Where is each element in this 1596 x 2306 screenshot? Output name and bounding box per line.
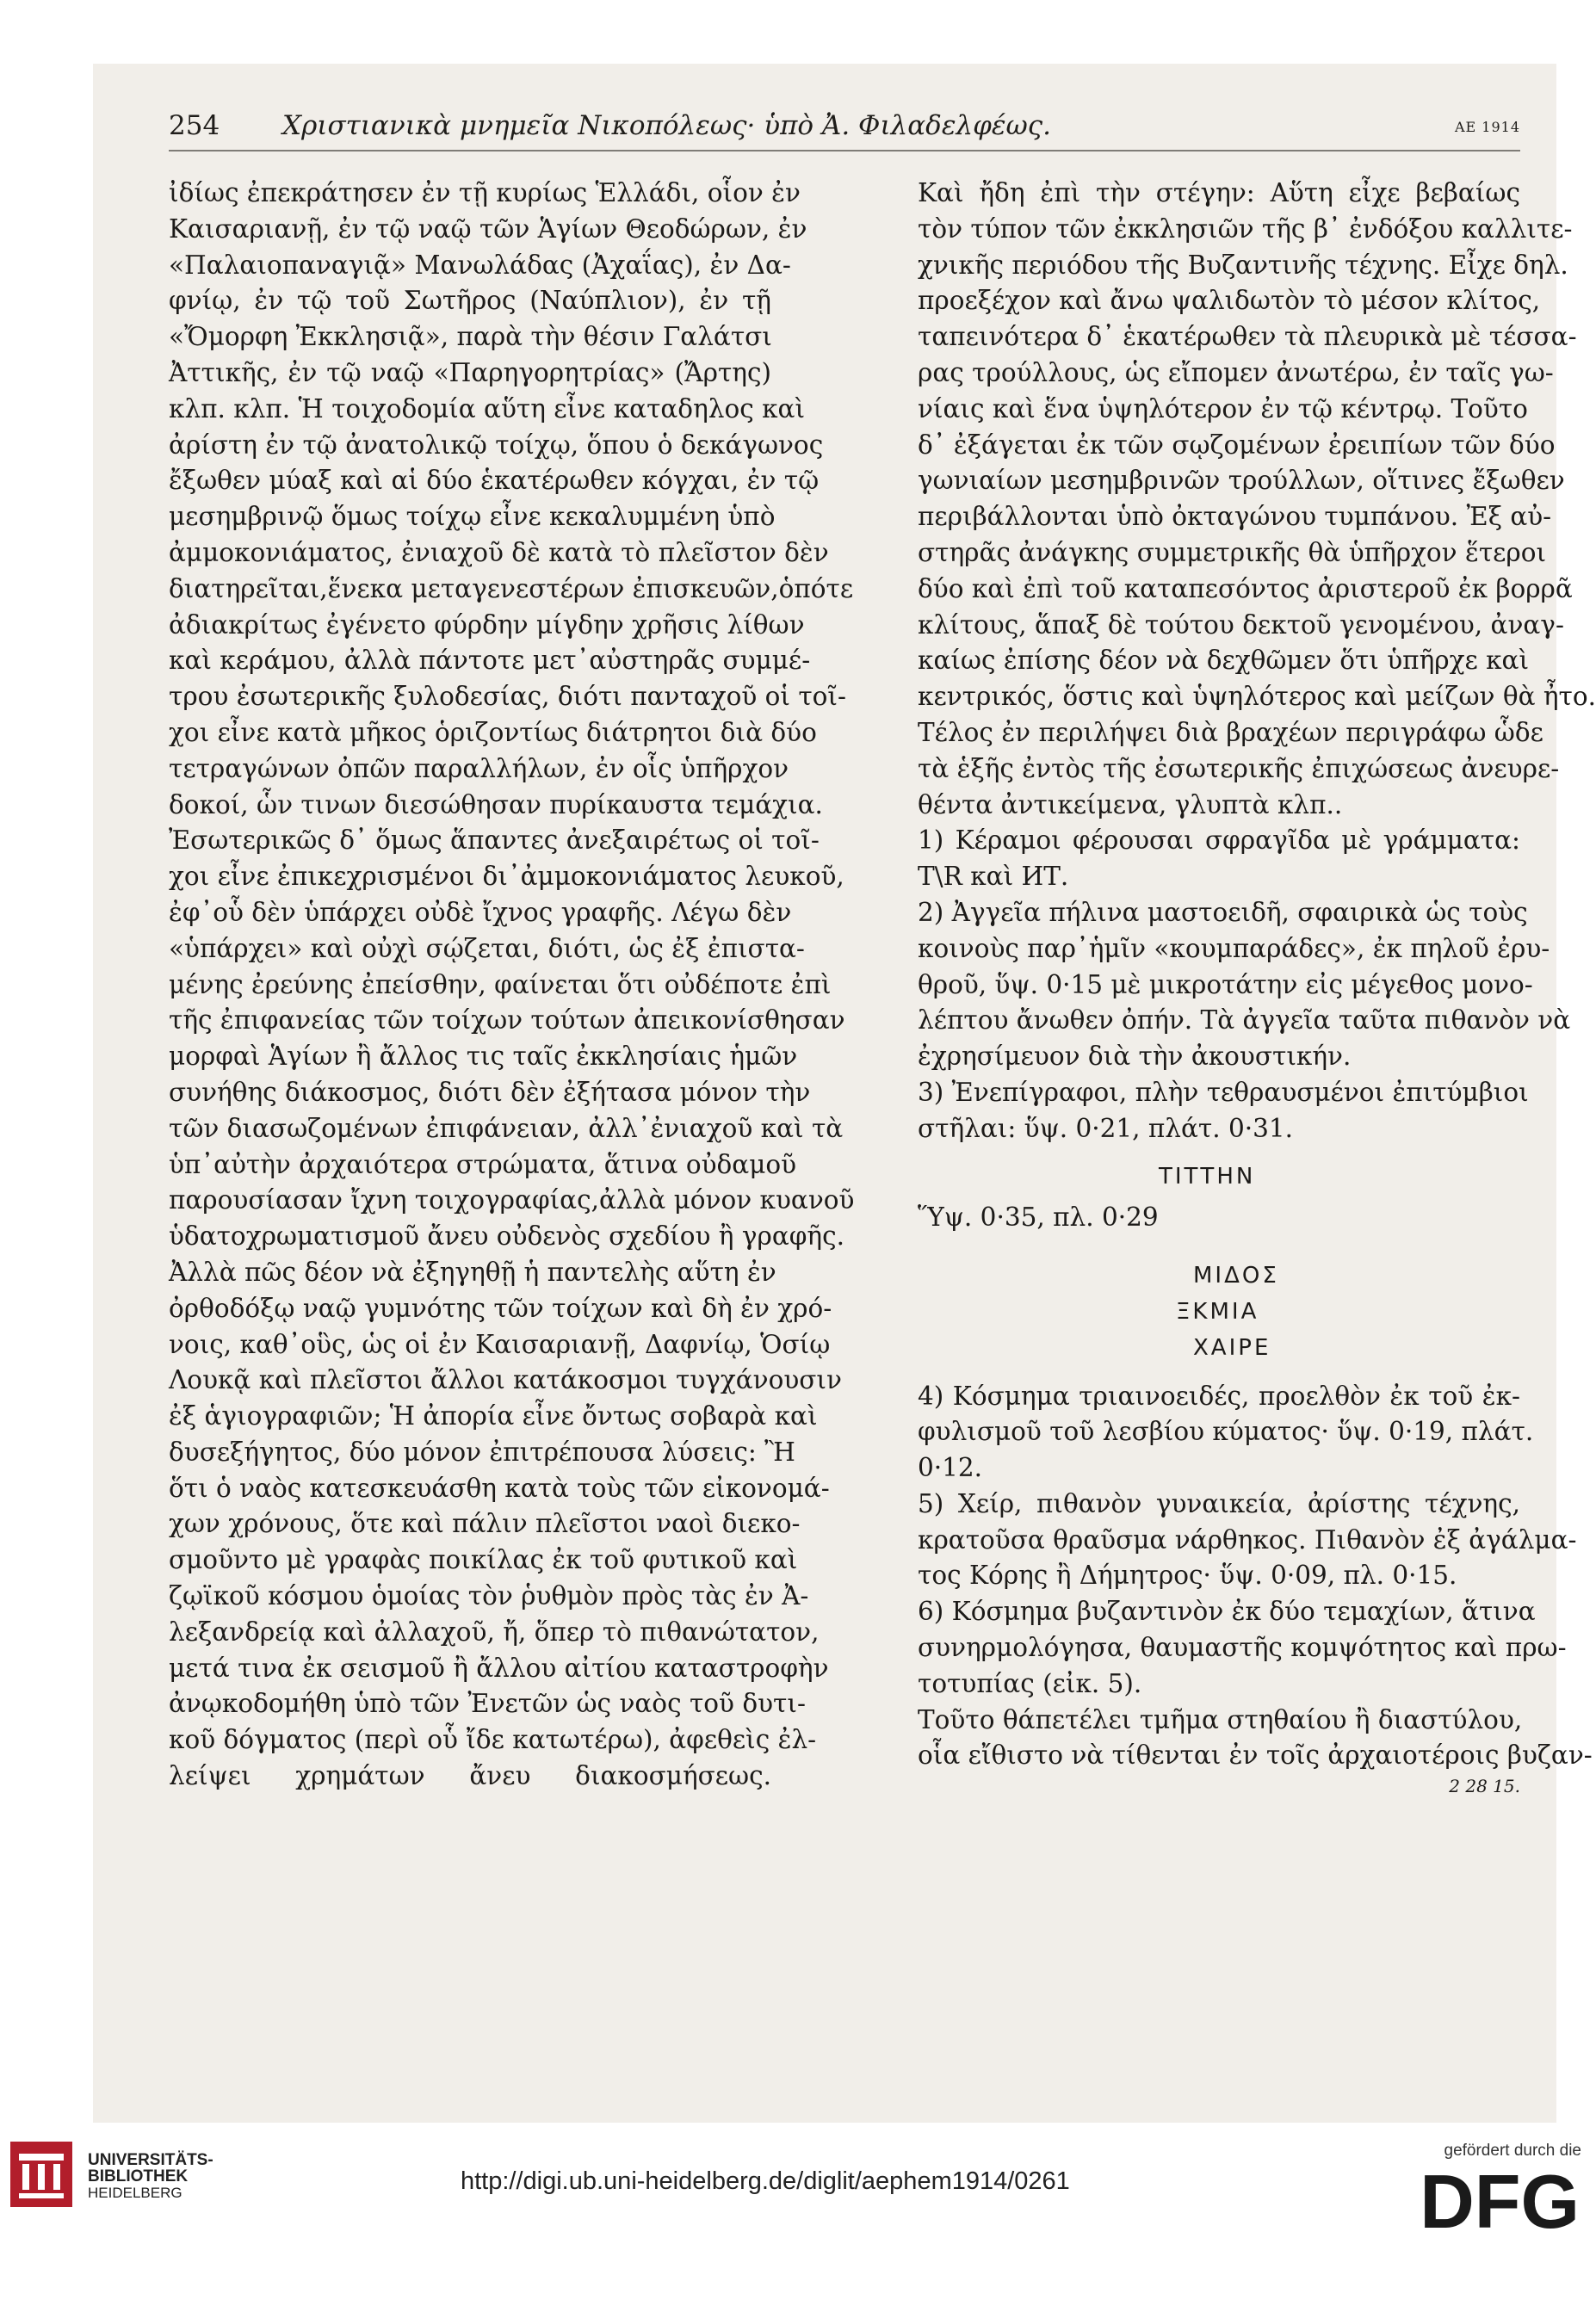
text-line: οἷα εἴθιστο νὰ τίθενται ἐν τοῖς ἀρχαιοτέροις βυζαν- bbox=[918, 1740, 1593, 1771]
text-line: κλίτους, ἅπαξ δὲ τούτου δεκτοῦ γενομένου, ἀναγ- bbox=[918, 609, 1564, 640]
text-line: νοις, καθ᾿οὓς, ὡς οἱ ἐν Καισαριανῇ, Δαφνίῳ, Ὁσίῳ bbox=[169, 1329, 831, 1359]
text-line: καὶ κεράμου, ἀλλὰ πάντοτε μετ᾿αὐστηρᾶς συμμέ- bbox=[169, 646, 811, 676]
text-line: ρας τρούλλους, ὡς εἴπομεν ἀνωτέρω, ἐν ταῖς γω- bbox=[918, 357, 1554, 387]
text-line: προεξέχον καὶ ἄνω ψαλιδωτὸν τὸ μέσον κλίτος, bbox=[918, 286, 1541, 316]
text-line: 5) Χείρ, πιθανὸν γυναικεία, ἀρίστης τέχνης, bbox=[918, 1488, 1520, 1518]
text-line: κλπ. κλπ. Ἡ τοιχοδομία αὕτη εἶνε καταδηλος καὶ bbox=[169, 393, 806, 423]
text-line: μεσημβρινῷ ὅμως τοίχῳ εἶνε κεκαλυμμένη ὑπὸ bbox=[169, 502, 776, 532]
right-text-column bbox=[918, 176, 1596, 1997]
text-line: συνήθης διάκοσμος, διότι δὲν ἐξήτασα μόνον τὴν bbox=[169, 1077, 811, 1107]
text-line: «Ὄμορφη Ἐκκλησιᾷ», παρὰ τὴν θέσιν Γαλάτσι bbox=[169, 322, 772, 352]
text-line: Ἀλλὰ πῶς δέον νὰ ἐξηγηθῇ ἡ παντελὴς αὕτη ἐν bbox=[169, 1257, 776, 1287]
text-line: θέντα ἀντικείμενα, γλυπτὰ κλπ.. bbox=[918, 789, 1343, 819]
text-line: ὑδατοχρωματισμοῦ ἄνευ οὐδενὸς σχεδίου ἢ γραφῆς. bbox=[169, 1221, 844, 1252]
text-line: ἀρίστη ἐν τῷ ἀνατολικῷ τοίχῳ, ὅπου ὁ δεκάγωνος bbox=[169, 430, 824, 460]
text-line: μετά τινα ἐκ σεισμοῦ ἢ ἄλλου αἰτίου καταστροφὴν bbox=[169, 1653, 829, 1683]
inscription-dimensions: Ὕψ. 0·35, πλ. 0·29 bbox=[918, 1202, 1159, 1233]
journal-mark: ΑΕ 1914 bbox=[1454, 119, 1520, 135]
text-line: μορφαὶ Ἁγίων ἢ ἄλλος τις ταῖς ἐκκλησίαις ἡμῶν bbox=[169, 1042, 798, 1072]
digitization-footer bbox=[0, 2123, 1595, 2306]
text-line: ταπεινότερα δ᾿ ἑκατέρωθεν τὰ πλευρικὰ μὲ τέσσα- bbox=[918, 322, 1577, 352]
text-line: Ἐσωτερικῶς δ᾿ ὅμως ἅπαντες ἀνεξαιρέτως οἱ τοῖ- bbox=[169, 825, 820, 856]
text-line: δ᾿ ἐξάγεται ἐκ τῶν σῳζομένων ἐρειπίων τῶν δύο bbox=[918, 430, 1556, 460]
text-line: ἐξ ἁγιογραφιῶν; Ἡ ἀπορία εἶνε ὄντως σοβαρὰ καὶ bbox=[169, 1401, 818, 1431]
right-column-text-b bbox=[918, 1379, 1593, 1775]
text-line: 1) Κέραμοι φέρουσαι σφραγῖδα μὲ γράμματα: bbox=[918, 825, 1520, 856]
text-line: ὀρθοδόξῳ ναῷ γυμνότης τῶν τοίχων καὶ δὴ ἐν χρό- bbox=[169, 1293, 832, 1323]
text-line: Καὶ ἤδη ἐπὶ τὴν στέγην: Αὕτη εἶχε βεβαίως bbox=[918, 178, 1520, 207]
text-line: θροῦ, ὕψ. 0·15 μὲ μικροτάτην εἰς μέγεθος μονο- bbox=[918, 969, 1533, 999]
university-library-name bbox=[88, 2152, 213, 2201]
text-line: κοινοὺς παρ᾿ἡμῖν «κουμπαράδες», ἐκ πηλοῦ ἐρυ- bbox=[918, 933, 1550, 963]
inscription-1: ΤΙΤΤΗΝ bbox=[1159, 1163, 1256, 1190]
text-line: ἐφ᾿οὗ δὲν ὑπάρχει οὐδὲ ἴχνος γραφῆς. Λέγω δὲν bbox=[169, 897, 792, 927]
text-line: νίαις καὶ ἕνα ὑψηλότερον ἐν τῷ κέντρῳ. Τοῦτο bbox=[918, 393, 1528, 423]
text-line: Τ\R καὶ ИΤ. bbox=[918, 862, 1069, 892]
text-line: λεξανδρείᾳ καὶ ἀλλαχοῦ, ἤ, ὅπερ τὸ πιθανώτατον, bbox=[169, 1617, 820, 1647]
text-line: λείψει χρημάτων ἄνευ διακοσμήσεως. bbox=[169, 1761, 771, 1791]
text-line: κεντρικός, ὅστις καὶ ὑψηλότερος καὶ μείζων θὰ ἦτο. bbox=[918, 682, 1596, 712]
text-line: τὰ ἑξῆς ἐντὸς τῆς ἐσωτερικῆς ἐπιχώσεως ἀνευρε- bbox=[918, 753, 1560, 783]
text-line: ἀνῳκοδομήθη ὑπὸ τῶν Ἐνετῶν ὡς ναὸς τοῦ δυτι- bbox=[169, 1689, 806, 1719]
text-line: γωνιαίων μεσημβρινῶν τρούλλων, οἵτινες ἔξωθεν bbox=[918, 466, 1565, 496]
text-line: ἔξωθεν μύαξ καὶ αἱ δύο ἑκατέρωθεν κόγχαι, ἐν τῷ bbox=[169, 466, 820, 496]
text-line: 4) Κόσμημα τριαινοειδές, προελθὸν ἐκ τοῦ ἐκ- bbox=[918, 1381, 1520, 1411]
text-line: χοι εἶνε κατὰ μῆκος ὁριζοντίως διάτρητοι διὰ δύο bbox=[169, 717, 817, 747]
library-name-line: UNIVERSITÄTS- bbox=[88, 2151, 213, 2169]
text-line: χων χρόνους, ὅτε καὶ πάλιν πλεῖστοι ναοὶ διεκο- bbox=[169, 1509, 801, 1539]
text-line: περιβάλλονται ὑπὸ ὀκταγώνου τυμπάνου. Ἐξ αὐ- bbox=[918, 502, 1552, 532]
text-line: χνικῆς περιόδου τῆς Βυζαντινῆς τέχνης. Εἶχε δηλ. bbox=[918, 250, 1568, 280]
text-line: συνηρμολόγησα, θαυμαστῆς κομψότητος καὶ πρω- bbox=[918, 1633, 1567, 1663]
text-line: ἐχρησίμευον διὰ τὴν ἀκουστικήν. bbox=[918, 1042, 1352, 1072]
text-line: τὸν τύπον τῶν ἐκκλησιῶν τῆς β᾿ ἐνδόξου καλλιτε- bbox=[918, 213, 1573, 244]
text-line: Τέλος ἐν περιλήψει διὰ βραχέων περιγράφω ὧδε bbox=[918, 717, 1543, 747]
left-text-column bbox=[169, 176, 855, 1997]
text-line: 6) Κόσμημα βυζαντινὸν ἐκ δύο τεμαχίων, ἅτινα bbox=[918, 1597, 1536, 1627]
sponsor-text: gefördert durch die bbox=[1444, 2142, 1581, 2160]
source-url-link[interactable]: http://digi.ub.uni-heidelberg.de/diglit/aephem1914/0261 bbox=[461, 2167, 1070, 2195]
right-column-text-a bbox=[918, 176, 1596, 1147]
page-signature: 2 28 15. bbox=[1449, 1776, 1520, 1797]
text-line: μένης ἐρεύνης ἐπείσθην, φαίνεται ὅτι οὐδέποτε ἐπὶ bbox=[169, 969, 832, 999]
page-number: 254 bbox=[169, 110, 220, 141]
text-line: φυλισμοῦ τοῦ λεσβίου κύματος· ὕψ. 0·19, πλάτ. bbox=[918, 1417, 1534, 1447]
text-line: ἰδίως ἐπεκράτησεν ἐν τῇ κυρίως Ἑλλάδι, οἷον ἐν bbox=[169, 178, 801, 207]
text-line: Καισαριανῇ, ἐν τῷ ναῷ τῶν Ἁγίων Θεοδώρων, ἐν bbox=[169, 213, 807, 244]
text-line: στηρᾶς ἀνάγκης συμμετρικῆς θὰ ὑπῆρχον ἕτεροι bbox=[918, 537, 1547, 567]
running-title: Χριστιανικὰ μνημεῖα Νικοπόλεως· ὑπὸ Ἀ. Φιλαδελφέως. bbox=[282, 110, 1051, 141]
text-line: χοι εἶνε ἐπικεχρισμένοι δι᾿ἀμμοκονιάματος λευκοῦ, bbox=[169, 862, 844, 892]
text-line: στῆλαι: ὕψ. 0·21, πλάτ. 0·31. bbox=[918, 1113, 1294, 1143]
text-line: λέπτου ἄνωθεν ὀπήν. Τὰ ἀγγεῖα ταῦτα πιθανὸν νὰ bbox=[918, 1005, 1571, 1036]
university-library-logo-icon bbox=[10, 2142, 72, 2207]
library-name-line: HEIDELBERG bbox=[88, 2185, 182, 2201]
text-line: 3) Ἐνεπίγραφοι, πλὴν τεθραυσμένοι ἐπιτύμβιοι bbox=[918, 1077, 1529, 1107]
text-line: Ἀττικῆς, ἐν τῷ ναῷ «Παρηγορητρίας» (Ἄρτης) bbox=[169, 357, 771, 387]
text-line: δυσεξήγητος, δύο μόνον ἐπιτρέπουσα λύσεις: Ἢ bbox=[169, 1437, 795, 1467]
inscription-2-line: ΜΙΔΟΣ bbox=[1193, 1263, 1279, 1289]
text-line: τῶν διασωζομένων ἐπιφάνειαν, ἀλλ᾿ἐνιαχοῦ καὶ τὰ bbox=[169, 1113, 844, 1143]
text-line: παρουσίασαν ἴχνη τοιχογραφίας,ἀλλὰ μόνον κυανοῦ bbox=[169, 1185, 855, 1215]
text-line: ἀμμοκονιάματος, ἐνιαχοῦ δὲ κατὰ τὸ πλεῖστον δὲν bbox=[169, 537, 829, 567]
text-line: ὑπ᾿αὐτὴν ἀρχαιότερα στρώματα, ἅτινα οὐδαμοῦ bbox=[169, 1149, 797, 1179]
text-line: τοτυπίας (εἰκ. 5). bbox=[918, 1668, 1142, 1698]
text-line: τος Κόρης ἢ Δήμητρος· ὕψ. 0·09, πλ. 0·15. bbox=[918, 1561, 1457, 1591]
text-line: Τοῦτο θάπετέλει τμῆμα στηθαίου ἢ διαστύλου, bbox=[918, 1704, 1523, 1734]
text-line: δύο καὶ ἐπὶ τοῦ καταπεσόντος ἀριστεροῦ ἐκ βορρᾶ bbox=[918, 573, 1573, 603]
text-line: Λουκᾷ καὶ πλεῖστοι ἄλλοι κατάκοσμοι τυγχάνουσιν bbox=[169, 1365, 842, 1395]
text-line: «ὑπάρχει» καὶ οὐχὶ σῴζεται, διότι, ὡς ἐξ ἐπιστα- bbox=[169, 933, 805, 963]
library-name-line: BIBLIOTHEK bbox=[88, 2167, 189, 2185]
text-line: «Παλαιοπαναγιᾷ» Μανωλάδας (Ἀχαΐας), ἐν Δα- bbox=[169, 250, 791, 280]
inscription-2-line: ΞΚΜΙΑ bbox=[1176, 1298, 1259, 1325]
dfg-logo-icon bbox=[1418, 2159, 1581, 2244]
text-line: δοκοί, ὧν τινων διεσώθησαν πυρίκαυστα τεμάχια. bbox=[169, 789, 823, 819]
svg-text:DFG: DFG bbox=[1420, 2159, 1580, 2244]
text-line: σμοῦντο μὲ γραφὰς ποικίλας ἐκ τοῦ φυτικοῦ καὶ bbox=[169, 1545, 798, 1575]
running-header bbox=[169, 107, 1520, 151]
text-line: διατηρεῖται,ἕνεκα μεταγενεστέρων ἐπισκευῶν,ὁπότε bbox=[169, 573, 854, 603]
text-line: τετραγώνων ὀπῶν παραλλήλων, ἐν οἷς ὑπῆρχον bbox=[169, 753, 789, 783]
inscription-2-line: ΧΑΙΡΕ bbox=[1193, 1334, 1271, 1361]
text-line: ζῳϊκοῦ κόσμου ὁμοίας τὸν ῥυθμὸν πρὸς τὰς ἐν Ἀ- bbox=[169, 1581, 809, 1611]
text-line: ἀδιακρίτως ἐγένετο φύρδην μίγδην χρῆσις λίθων bbox=[169, 609, 805, 640]
text-line: ὅτι ὁ ναὸς κατεσκευάσθη κατὰ τοὺς τῶν εἰκονομά- bbox=[169, 1473, 830, 1503]
text-line: 2) Ἀγγεῖα πήλινα μαστοειδῆ, σφαιρικὰ ὡς τοὺς bbox=[918, 897, 1528, 927]
text-line: καίως ἐπίσης δέον νὰ δεχθῶμεν ὅτι ὑπῆρχε καὶ bbox=[918, 646, 1530, 676]
text-line: κοῦ δόγματος (περὶ οὗ ἴδε κατωτέρω), ἀφεθεὶς ἐλ- bbox=[169, 1725, 817, 1755]
text-line: τῆς ἐπιφανείας τῶν τοίχων τούτων ἀπεικονίσθησαν bbox=[169, 1005, 845, 1036]
text-line: τρου ἐσωτερικῆς ξυλοδεσίας, διότι πανταχοῦ οἱ τοῖ- bbox=[169, 682, 846, 712]
text-line: φνίῳ, ἐν τῷ τοῦ Σωτῆρος (Ναύπλιον), ἐν τῇ bbox=[169, 286, 771, 316]
text-line: κρατοῦσα θραῦσμα νάρθηκος. Πιθανὸν ἐξ ἀγάλμα- bbox=[918, 1524, 1577, 1555]
text-line: 0·12. bbox=[918, 1453, 983, 1483]
